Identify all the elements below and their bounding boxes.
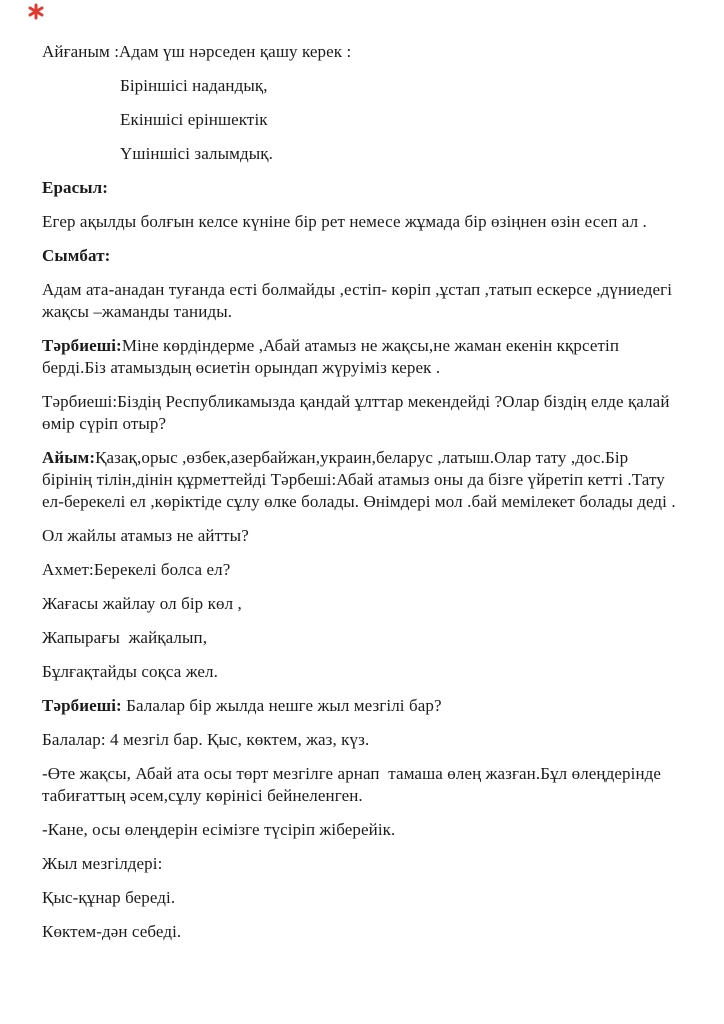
paragraph xyxy=(42,211,682,233)
paragraph xyxy=(42,279,682,323)
paragraph xyxy=(42,853,682,875)
paragraph-text: Жыл мезгілдері: xyxy=(42,854,163,873)
paragraph-text: Адам ата-анадан туғанда есті болмайды ,естіп- көріп ,ұстап ,татып ескерсе ,дүниедегі жақсы –жаманды таниды. xyxy=(42,280,677,321)
paragraph xyxy=(42,525,682,547)
paragraph xyxy=(42,627,682,649)
paragraph xyxy=(42,143,682,165)
speaker-label: Тәрбиеші: xyxy=(42,336,122,355)
paragraph-text: Балалар бір жылда нешге жыл мезгілі бар? xyxy=(121,696,442,715)
paragraph-list xyxy=(42,41,682,943)
paragraph xyxy=(42,245,682,267)
paragraph xyxy=(42,109,682,131)
paragraph xyxy=(42,921,682,943)
paragraph-text: Біріншісі надандық, xyxy=(120,76,268,95)
paragraph-text: Жапырағы жайқалып, xyxy=(42,628,208,647)
paragraph xyxy=(42,819,682,841)
paragraph xyxy=(42,75,682,97)
paragraph xyxy=(42,695,682,717)
paragraph-text: Қазақ,орыс ,өзбек,азербайжан,украин,беларус ,латыш.Олар тату ,дос.Бір бірінің тілін,дінін құрметтейді Тәрбеші:Абай атамыз оны да бізге үйретіп кетті .Тату ел-берекелі ел ,көріктіде сұлу өлке болады. Өнімдері мол .бай мемілекет болады деді . xyxy=(42,448,676,511)
paragraph-text: -Өте жақсы, Абай ата осы төрт мезгілге арнап тамаша өлең жазған.Бұл өлеңдерінде табиғаттың әсем,сұлу көрінісі бейнеленген. xyxy=(42,764,666,805)
paragraph xyxy=(42,763,682,807)
paragraph-text: Екіншісі еріншектік xyxy=(120,110,268,129)
speaker-label: Сымбат: xyxy=(42,246,111,265)
red-scribble-marker-icon xyxy=(27,3,45,20)
paragraph xyxy=(42,391,682,435)
paragraph-text: Тәрбиеші:Біздің Республикамызда қандай ұлттар мекендейді ?Олар біздің елде қалай өмір сүріп отыр? xyxy=(42,392,674,433)
paragraph xyxy=(42,447,682,513)
paragraph-text: Үшіншісі залымдық. xyxy=(120,144,273,163)
paragraph-text: Қыс-құнар береді. xyxy=(42,888,176,907)
paragraph xyxy=(42,177,682,199)
paragraph xyxy=(42,661,682,683)
paragraph xyxy=(42,593,682,615)
paragraph-text: Жағасы жайлау ол бір көл , xyxy=(42,594,242,613)
paragraph xyxy=(42,729,682,751)
paragraph-text: Айғаным :Адам үш нәрседен қашу керек : xyxy=(42,42,352,61)
document-body xyxy=(42,41,682,955)
paragraph xyxy=(42,887,682,909)
paragraph-text: -Кане, осы өлеңдерін есімізге түсіріп жіберейік. xyxy=(42,820,396,839)
paragraph-text: Бұлғақтайды соқса жел. xyxy=(42,662,218,681)
paragraph xyxy=(42,41,682,63)
paragraph-text: Ахмет:Берекелі болса ел? xyxy=(42,560,231,579)
speaker-label: Ерасыл: xyxy=(42,178,109,197)
paragraph-text: Ол жайлы атамыз не айтты? xyxy=(42,526,249,545)
paragraph-text: Балалар: 4 мезгіл бар. Қыс, көктем, жаз, күз. xyxy=(42,730,370,749)
speaker-label: Айым: xyxy=(42,448,96,467)
speaker-label: Тәрбиеші: xyxy=(42,696,122,715)
paragraph-text: Міне көрдіндерме ,Абай атамыз не жақсы,не жаман екенін кқрсетіп берді.Біз атамыздың өсиетін орындап жүруіміз керек . xyxy=(42,336,624,377)
paragraph xyxy=(42,335,682,379)
paragraph xyxy=(42,559,682,581)
paragraph-text: Көктем-дән себеді. xyxy=(42,922,182,941)
paragraph-text: Егер ақылды болғын келсе күніне бір рет немесе жұмада бір өзіңнен өзін есеп ал . xyxy=(42,212,647,231)
